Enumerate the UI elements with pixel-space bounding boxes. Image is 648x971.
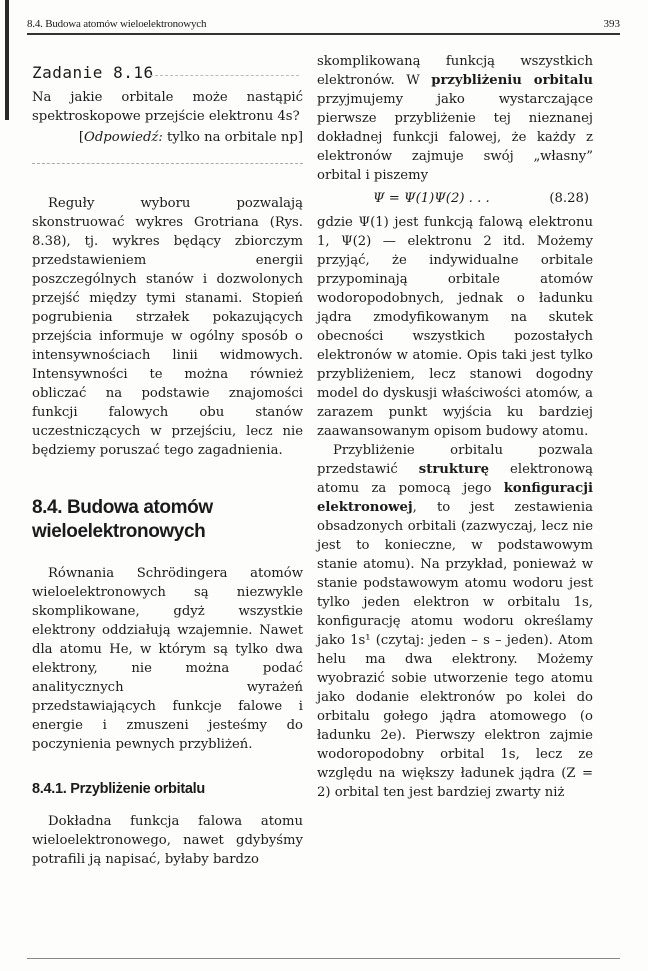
footer-rule bbox=[27, 958, 620, 959]
text-run: , to jest zestawienia obsadzonych orbitali (zazwyczaj, lecz nie jest to konieczne, w podstawowym stanie atomu). Na przykład, ponieważ w stanie podstawowym atomu wodoru jest tylko jeden elektron w orbitalu 1s, konfigurację atomu wodoru określamy jako 1s¹ (czytaj: jeden – s – jeden). Atom helu ma dwa elektrony. Możemy wyobrazić sobie utworzenie tego atomu jako dodanie elektronów po kolei do orbitalu gołego jądra atomowego (o ładunku 2e). Pierwszy elektron zajmie wodoropodobny orbital 1s, lecz ze względu na większy ładunek jądra (Z = 2) orbital ten jest bardziej zwarty niż bbox=[317, 500, 593, 800]
exercise-answer bbox=[32, 128, 303, 147]
section-title: 8.4. Budowa atomów wieloelektronowych bbox=[32, 497, 213, 542]
answer-label: Odpowiedź: bbox=[84, 130, 163, 145]
bold-term-electron-configuration: konfiguracji elektronowej bbox=[317, 481, 593, 515]
paragraph-wavefunction-description: gdzie Ψ(1) jest funkcją falową elektronu 1, Ψ(2) — elektronu 2 itd. Możemy przyjąć, że indywidualne orbitale przypominają orbitale atomów wodoropodobnych, jednak o ładunku jądra zmodyfikowanym na skutek obecności wszystkich pozostałych elektronów w atomie. Opis taki jest tylko przybliżeniem, lecz stanowi dogodny model do dyskusji właściwości atomów, a zarazem punkt wyjścia ku bardziej zaawansowanym opisom budowy atomu. bbox=[317, 215, 593, 439]
paragraph-exact-wavefunction: Dokładna funkcja falowa atomu wieloelektronowego, nawet gdybyśmy potrafili ją napisać, byłaby bardzo bbox=[32, 814, 303, 867]
text-run: skomplikowaną funkcją wszystkich elektronów. W bbox=[317, 54, 593, 88]
bold-term-structure: strukturę bbox=[418, 462, 490, 477]
paragraph-selection-rules: Reguły wyboru pozwalają skonstruować wykres Grotriana (Rys. 8.38), tj. wykres będący zbiorczym przedstawieniem energii poszczególnych stanów i dozwolonych przejść między tymi stanami. Stopień pogrubienia strzałek pokazujących przejścia informuje w ogólny sposób o intensywnościach linii widmowych. Intensywności te można również obliczać na podstawie znajomości funkcji falowych obu stanów uczestniczących w przejściu, lecz nie będziemy poruszać tego zagadnienia. bbox=[32, 196, 303, 458]
exercise-heading bbox=[32, 52, 303, 86]
running-title: 8.4. Budowa atomów wieloelektronowych bbox=[27, 18, 207, 30]
answer-bracket: [ bbox=[78, 130, 85, 145]
paragraph-schrodinger: Równania Schrödingera atomów wieloelektronowych są niezwykle skomplikowane, gdyż wszystkie elektrony oddziałują wzajemnie. Nawet dla atomu He, w którym są tylko dwa elektrony, nie można podać analitycznych wyrażeń przedstawiających funkcje falowe i energie i zmuszeni jesteśmy do poczynienia pewnych przybliżeń. bbox=[32, 566, 303, 752]
right-column bbox=[317, 52, 593, 802]
equation-8-28 bbox=[317, 189, 593, 211]
exercise-box bbox=[32, 86, 303, 164]
paragraph-orbital-approximation bbox=[317, 52, 593, 185]
left-column bbox=[32, 52, 303, 869]
equation-expression: Ψ = Ψ(1)Ψ(2) . . . bbox=[373, 191, 490, 206]
exercise-title: Zadanie 8.16 bbox=[32, 63, 154, 82]
text-run: elektronową atomu za pomocą jego bbox=[317, 462, 593, 496]
text-run: Przybliżenie orbitalu pozwala przedstawić bbox=[317, 443, 593, 477]
bold-term-orbital-approximation: przybliżeniu orbitalu bbox=[431, 73, 593, 88]
page-number: 393 bbox=[603, 18, 620, 30]
exercise-question: Na jakie orbitale może nastąpić spektroskopowe przejście elektronu 4s? bbox=[32, 90, 303, 124]
page-header bbox=[27, 12, 620, 34]
subsection-title: 8.4.1. Przybliżenie orbitalu bbox=[32, 781, 205, 797]
text-run: przyjmujemy jako wystarczające pierwsze przybliżenie tej nieznanej dokładnej funkcji falowej, że każdy z elektronów zajmuje swój „własny” orbital i piszemy bbox=[317, 92, 593, 183]
equation-number: (8.28) bbox=[549, 191, 589, 206]
exercise-heading-rule bbox=[150, 75, 299, 76]
paragraph-electron-configuration bbox=[317, 441, 593, 802]
header-rule bbox=[27, 33, 620, 35]
answer-text: tylko na orbitale np] bbox=[162, 130, 303, 145]
binding-edge-rule bbox=[5, 0, 9, 120]
